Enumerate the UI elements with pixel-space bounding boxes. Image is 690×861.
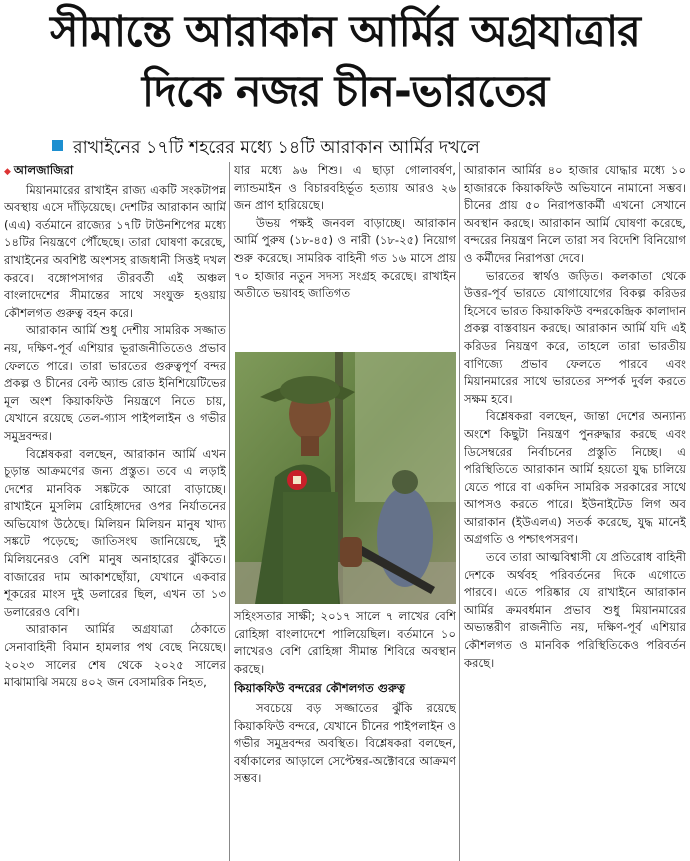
article-column-1: [4, 162, 226, 861]
column-divider: [229, 162, 230, 861]
paragraph: যার মধ্যে ৯৬ শিশু। এ ছাড়া গোলাবর্ষণ, ল্যান্ডমাইন ও বিচারবহির্ভূত হত্যায় আরও ২৬ জন প্রাণ হারিয়েছে।: [234, 163, 456, 213]
paragraph: বিশ্লেষকরা বলছেন, আরাকান আর্মি এখন চূড়ান্ত আক্রমণের জন্য প্রস্তুত। তবে এ লড়াই দেশের মানবিক সঙ্কটকে আরো বাড়াচ্ছে। রাখাইনে মুসলিম রোহিঙ্গাদের ওপর নির্যাতনের অভিযোগ উঠেছে। মিলিয়ন মিলিয়ন মানুষ খাদ্য সঙ্কটে পড়েছে; জাতিসংঘ জানিয়েছে, দুই মিলিয়নেরও বেশি মানুষ অনাহারের ঝুঁকিতে। বাজারের দাম আকাশছোঁয়া, যেখানে একবার শূকরের মাংস দুই ডলারের ছিল, এখন তা ১৩ ডলারেরও বেশি।: [4, 446, 226, 619]
article-column-2-top: [234, 162, 456, 352]
paragraph: সবচেয়ে বড় সজ্জাতের ঝুঁকি রয়েছে কিয়াকফিউ বন্দরে, যেখানে চীনের পাইপলাইন ও গভীর সমুদ্রবন্দর অবস্থিত। বিশ্লেষকরা বলছেন, বর্ষাকালের আড়ালে সেপ্টেম্বর-অক্টোবরে আক্রমণ সম্ভব।: [234, 700, 456, 786]
soldier-photo-illustration: [235, 352, 456, 604]
paragraph: মিয়ানমারের রাখাইন রাজ্য একটি সংকটাপন্ন অবস্থায় এসে দাঁড়িয়েছে। দেশটির আরাকান আর্মি (এএ) বর্তমানে রাজ্যের ১৭টি টাউনশিপের মধ্যে ১৪টির নিয়ন্ত্রণে পৌঁছেছে। তারা ঘোষণা করেছে, রাখাইনের অবশিষ্ট অংশসহ রাজধানী সিত্তই দখল করবে। বঙ্গোপসাগর তীরবর্তী এই অঞ্চল বাংলাদেশের সীমান্তের সাথে সংযুক্ত হওয়ায় কৌশলগত গুরুত্ব বহন করে।: [4, 182, 226, 320]
paragraph: আরাকান আর্মির ৪০ হাজার যোদ্ধার মধ্যে ১০ হাজারকে কিয়াকফিউ অভিযানে নামানো সম্ভব। চীনের প্রায় ৫০ নিরাপত্তাকর্মী এখনো সেখানে অবস্থান করছে। আরাকান আর্মি ঘোষণা করেছে, বন্দরের নিয়ন্ত্রণ নিলে তারা সব বিদেশি বিনিয়োগ ও কর্মীদের নিরাপত্তা দেবে।: [464, 163, 686, 265]
source-marker-icon: ◆: [4, 167, 11, 177]
source-name: আলজাজিরা: [13, 163, 74, 177]
source-credit: [4, 162, 226, 182]
section-subtitle: কিয়াকফিউ বন্দরের কৌশলগত গুরুত্ব: [234, 681, 406, 696]
article-column-3: [464, 162, 686, 861]
paragraph: আরাকান আর্মি শুধু দেশীয় সামরিক সজ্জাত নয়, দক্ষিণ-পূর্ব এশিয়ার ভূরাজনীতিতেও প্রভাব ফেলতে পারে। তারা ভারতের গুরুত্বপূর্ণ বন্দর প্রকল্প ও চীনের বেল্ট অ্যান্ড রোড ইনিশিয়েটিভের মূল অংশ কিয়াকফিউ নিয়ন্ত্রণে নিতে চায়, যেখানে রয়েছে তেল-গ্যাস পাইপলাইন ও গভীর সমুদ্রবন্দর।: [4, 323, 226, 443]
square-bullet-icon: [52, 140, 63, 151]
paragraph: বিশ্লেষকরা বলছেন, জান্তা দেশের অন্যান্য অংশে কিছুটা নিয়ন্ত্রণ পুনরুদ্ধার করছে এবং ডিসেম্বরের নির্বাচনের প্রস্তুতি নিচ্ছে। এ পরিস্থিতিতে আরাকান আর্মি হয়তো যুদ্ধ চালিয়ে যেতে পারে বা একদিন সামরিক সরকারের সাথে আপসও করতে পারে। ইউনাইটেড লিগ অব আরাকান (ইউএলএ) সতর্ক করেছে, যুদ্ধ মানেই অগ্রগতি ও পশ্চাৎপসরণ।: [464, 409, 686, 547]
headline: [0, 2, 690, 122]
paragraph: সহিংসতার সাক্ষী; ২০১৭ সালে ৭ লাখের বেশি রোহিঙ্গা বাংলাদেশে পালিয়েছিল। বর্তমানে ১০ লাখেরও বেশি রোহিঙ্গা সীমান্ত শিবিরে অবস্থান করছে।: [234, 609, 456, 676]
column-divider: [459, 162, 460, 861]
headline-line-1: সীমান্তে আরাকান আর্মির অগ্রযাত্রার: [50, 7, 640, 57]
subheadline: [52, 136, 672, 160]
soldier-photo: [235, 352, 456, 604]
paragraph: আরাকান আর্মির অগ্রযাত্রা ঠেকাতে সেনাবাহিনী বিমান হামলার পথ বেছে নিয়েছে। ২০২৩ সালের শেষ থেকে ২০২৫ সালের মাঝামাঝি সময়ে ৪০২ জন বেসামরিক নিহত,: [4, 622, 226, 690]
paragraph: উভয় পক্ষই জনবল বাড়াচ্ছে। আরাকান আর্মি পুরুষ (১৮-৪৫) ও নারী (১৮-২৫) নিয়োগ শুরু করেছে। সামরিক বাহিনী গত ১৬ মাসে প্রায় ৭০ হাজার নতুন সদস্য সংগ্রহ করেছে। রাখাইন অতীতে ভয়াবহ জাতিগত: [234, 215, 456, 301]
headline-line-2: দিকে নজর চীন-ভারতের: [141, 67, 549, 117]
paragraph: ভারতের স্বার্থও জড়িত। কলকাতা থেকে উত্তর-পূর্ব ভারতে যোগাযোগের বিকল্প করিডর হিসেবে ভারত কিয়াকফিউ বন্দরকেন্দ্রিক কালাদান প্রকল্প বাস্তবায়ন করছে। আরাকান আর্মি যদি এই করিডর নিয়ন্ত্রণ করে, তাহলে তারা ভারতীয় বাণিজ্যে প্রভাব ফেলতে পারবে এবং মিয়ানমারের সাথে ভারতের সম্পর্ক দুর্বল করতে সক্ষম হবে।: [464, 268, 686, 406]
article-column-2-bottom: [234, 608, 456, 861]
subheadline-text: রাখাইনের ১৭টি শহরের মধ্যে ১৪টি আরাকান আর্মির দখলে: [73, 138, 480, 158]
paragraph: তবে তারা আত্মবিশ্বাসী যে প্রতিরোধ বাহিনী দেশকে অর্থবহ পরিবর্তনের দিকে এগোতে পারবে। এতে পরিষ্কার যে রাখাইনে আরাকান আর্মির ক্রমবর্ধমান প্রভাব শুধু মিয়ানমারের অভ্যন্তরীণ রাজনীতি নয়, দক্ষিণ-পূর্ব এশিয়ার কৌশলগত ও মানবিক পরিস্থিতিকেও পরিবর্তন করছে।: [464, 550, 686, 670]
